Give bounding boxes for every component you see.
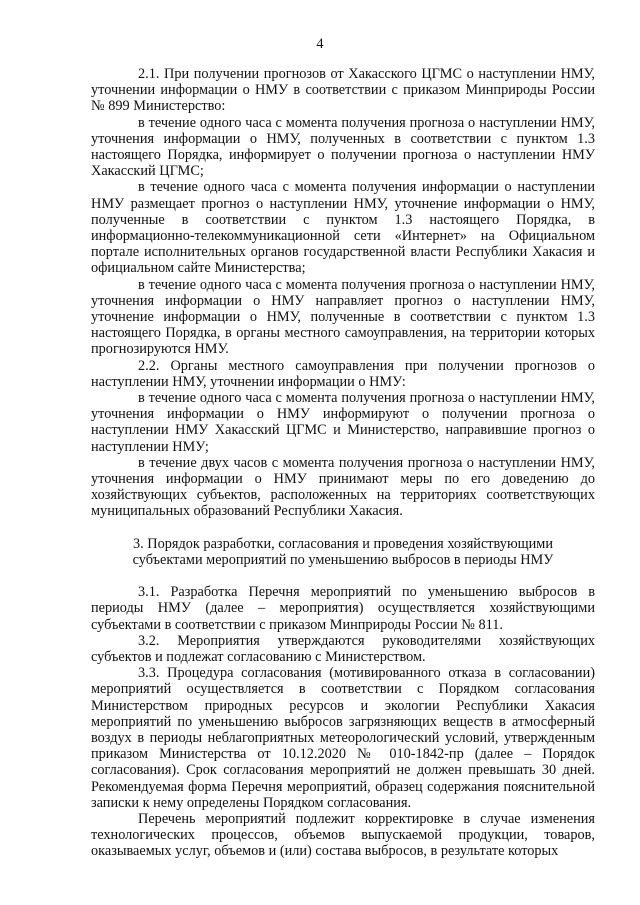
spacer [91,520,595,536]
paragraph-3-3-cont: Перечень мероприятий подлежит корректировке в случае изменения технологических процессов, объемов выпускаемой продукции, товаров, оказываемых услуг, объемов и (или) состава выбросов, в результате которых [91,810,595,860]
paragraph-2-2-item-1: в течение одного часа с момента получения прогноза о наступлении НМУ, уточнения информации о НМУ информируют о получении прогноза о наступлении НМУ Хакасский ЦГМС и Министерство, направившие прогноз о наступлении НМУ; [91,390,595,455]
paragraph-2-2-item-2: в течение двух часов с момента получения прогноза о наступлении НМУ, уточнения информации о НМУ принимают меры по его доведению до хозяйствующих субъектов, расположенных на территориях соответствующих муниципальных образований Республики Хакасия. [91,454,595,520]
page-number: 4 [316,36,324,52]
document-body [91,66,595,860]
paragraph-2-1: 2.1. При получении прогнозов от Хакасского ЦГМС о наступлении НМУ, уточнении информации о НМУ в соответствии с приказом Минприроды России № 899 Министерство: [91,66,595,115]
paragraph-2-1-item-3: в течение одного часа с момента получения прогноза о наступлении НМУ, уточнения информации о НМУ направляет прогноз о наступлении НМУ, уточнение информации о НМУ, полученные в соответствии с пунктом 1.3 настоящего Порядка, в органы местного самоуправления, на территории которых прогнозируются НМУ. [91,276,595,358]
paragraph-2-1-item-2: в течение одного часа с момента получения информации о наступлении НМУ размещает прогноз о наступлении НМУ, уточнение информации о НМУ, полученные в соответствии с пунктом 1.3 настоящего Порядка, в информационно-телекоммуникационной сети «Интернет» на Официальном портале исполнительных органов государственной власти Республики Хакасия и официальном сайте Министерства; [91,179,595,277]
paragraph-3-1: 3.1. Разработка Перечня мероприятий по уменьшению выбросов в периоды НМУ (далее – мероприятия) осуществляется хозяйствующими субъектами в соответствии с приказом Минприроды России № 811. [91,584,595,633]
paragraph-2-1-item-1: в течение одного часа с момента получения прогноза о наступлении НМУ, уточнения информации о НМУ, полученных в соответствии с пунктом 1.3 настоящего Порядка, информирует о получении прогноза о наступлении НМУ Хакасский ЦГМС; [91,114,595,180]
paragraph-3-2: 3.2. Мероприятия утверждаются руководителями хозяйствующих субъектов и подлежат согласованию с Министерством. [91,632,595,665]
spacer [91,568,595,584]
paragraph-3-3: 3.3. Процедура согласования (мотивированного отказа в согласовании) мероприятий осуществляется в соответствии с Порядком согласования Министерством природных ресурсов и экологии Республики Хакасия мероприятий по уменьшению выбросов загрязняющих веществ в атмосферный воздух в периоды неблагоприятных метеорологический условий, утвержденным приказом Министерства от 10.12.2020 № 010-1842-пр (далее – Порядок согласования). Срок согласования мероприятий не должен превышать 30 дней. Рекомендуемая форма Перечня мероприятий, образец содержания пояснительной записки к нему определены Порядком согласования. [91,665,595,811]
section-3-heading: 3. Порядок разработки, согласования и проведения хозяйствующими субъектами мероприятий по уменьшению выбросов в периоды НМУ [132,535,554,568]
paragraph-2-2: 2.2. Органы местного самоуправления при получении прогнозов о наступлении НМУ, уточнении информации о НМУ: [91,357,595,390]
